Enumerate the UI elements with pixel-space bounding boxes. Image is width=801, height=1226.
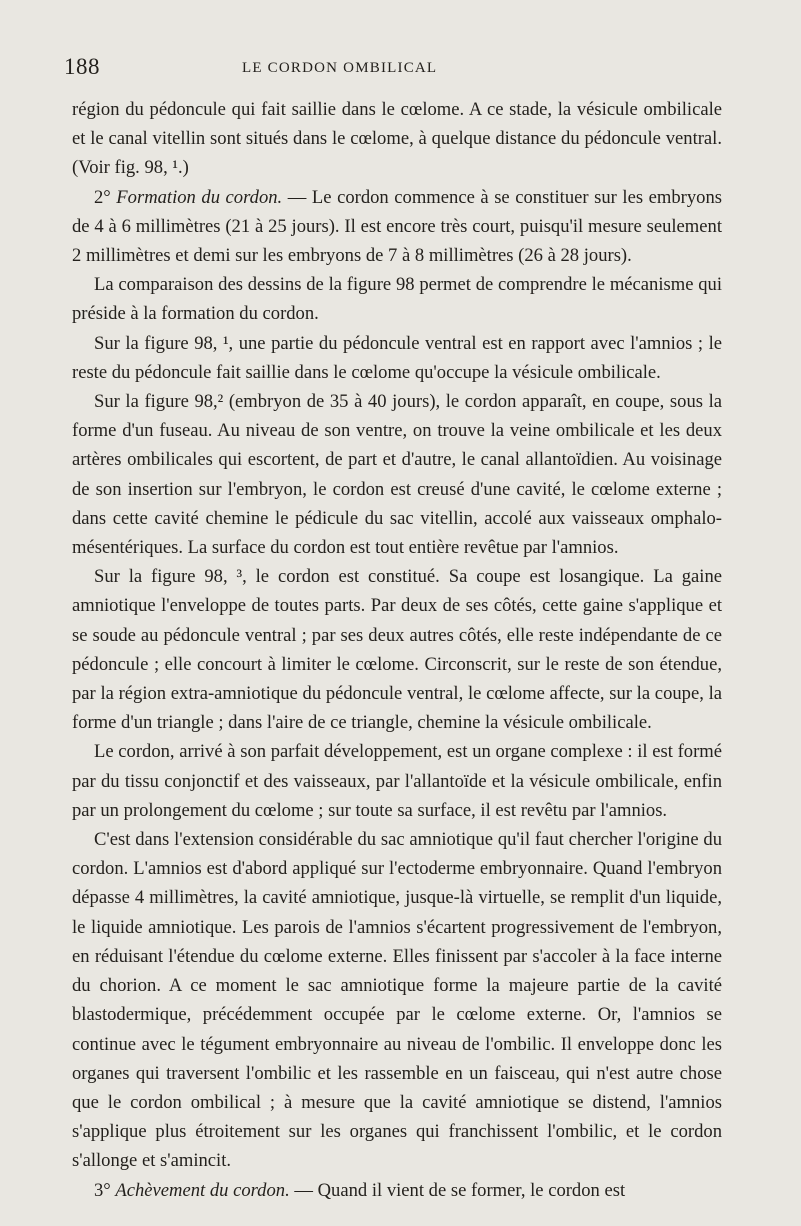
paragraph-1 [72,95,722,183]
section-heading-formation: Formation du cordon. [116,186,283,208]
book-page [64,0,722,1226]
paragraph-4 [72,329,722,387]
paragraph-text: région du pédoncule qui fait saillie dans le cœlome. A ce stade, la vésicule ombilicale et le canal vitellin sont situés dans le cœlome, à quelque distance du pédoncule ventral. (Voir fig. 98, ¹.) [72,99,722,179]
paragraph-9 [72,1176,722,1205]
paragraph-text: Le cordon, arrivé à son parfait développement, est un organe complexe : il est formé par du tissu conjonctif et des vaisseaux, par l'allantoïde et la vésicule ombilicale, enfin par un prolongement du cœlome ; sur toute sa surface, il est revêtu par l'amnios. [72,741,722,821]
paragraph-text: Sur la figure 98,² (embryon de 35 à 40 jours), le cordon apparaît, en coupe, sous la forme d'un fuseau. Au niveau de son ventre, on trouve la veine ombilicale et les deux artères ombilicales qui escortent, de part et d'autre, le canal allantoïdien. Au voisinage de son insertion sur l'embryon, le cordon est creusé d'une cavité, le cœlome externe ; dans cette cavité chemine le pédicule du sac vitellin, accolé aux vaisseaux omphalo-mésentériques. La surface du cordon est tout entière revêtue par l'amnios. [72,391,722,559]
body-text [72,95,722,1205]
paragraph-2 [72,183,722,271]
section-number: 3° [94,1179,116,1201]
paragraph-7 [72,737,722,825]
page-number: 188 [64,54,100,79]
paragraph-text: Sur la figure 98, ¹, une partie du pédoncule ventral est en rapport avec l'amnios ; le reste du pédoncule fait saillie dans le cœlome qu'occupe la vésicule ombilicale. [72,332,722,383]
paragraph-3 [72,270,722,328]
paragraph-text: Sur la figure 98, ³, le cordon est constitué. Sa coupe est losangique. La gaine amniotique l'enveloppe de toutes parts. Par deux de ses côtés, cette gaine s'applique et se soude au pédoncule ventral ; par ses deux autres côtés, elle reste indépendante de ce pédoncule ; elle concourt à limiter le cœlome. Circonscrit, sur le reste de son étendue, par la région extra-amniotique du pédoncule ventral, le cœlome affecte, sur la coupe, la forme d'un triangle ; dans l'aire de ce triangle, chemine la vésicule ombilicale. [72,566,722,734]
paragraph-6 [72,562,722,737]
paragraph-5 [72,387,722,562]
running-title: LE CORDON OMBILICAL [242,60,438,76]
section-heading-achevement: Achèvement du cordon. [115,1179,290,1201]
paragraph-text: La comparaison des dessins de la figure 98 permet de comprendre le mécanisme qui préside à la formation du cordon. [72,274,722,325]
paragraph-text: C'est dans l'extension considérable du sac amniotique qu'il faut chercher l'origine du cordon. L'amnios est d'abord appliqué sur l'ectoderme embryonnaire. Quand l'embryon dépasse 4 millimètres, la cavité amniotique, jusque-là virtuelle, se remplit d'un liquide, le liquide amniotique. Les parois de l'amnios s'écartent progressivement de l'embryon, en réduisant l'étendue du cœlome externe. Elles finissent par s'accoler à la face interne du chorion. A ce moment le sac amniotique forme la majeure partie de la cavité blastodermique, précédemment occupée par le cœlome externe. Or, l'amnios se continue avec le tégument embryonnaire au niveau de l'ombilic. Il enveloppe donc les organes qui traversent l'ombilic et les rassemble en un faisceau, qui n'est autre chose que le cordon ombilical ; à mesure que la cavité amniotique se distend, l'amnios s'applique plus étroitement sur les organes qui franchissent l'ombilic, et le cordon s'allonge et s'amincit. [72,829,722,1172]
section-number: 2° [94,186,117,208]
page-header [64,54,722,84]
paragraph-text: — Le cordon commence à se constituer sur les embryons de 4 à 6 millimètres (21 à 25 jours). Il est encore très court, puisqu'il mesure seulement 2 millimètres et demi sur les embryons de 7 à 8 millimètres (26 à 28 jours). [72,186,722,267]
paragraph-8 [72,825,722,1175]
paragraph-text: — Quand il vient de se former, le cordon est [289,1179,626,1201]
